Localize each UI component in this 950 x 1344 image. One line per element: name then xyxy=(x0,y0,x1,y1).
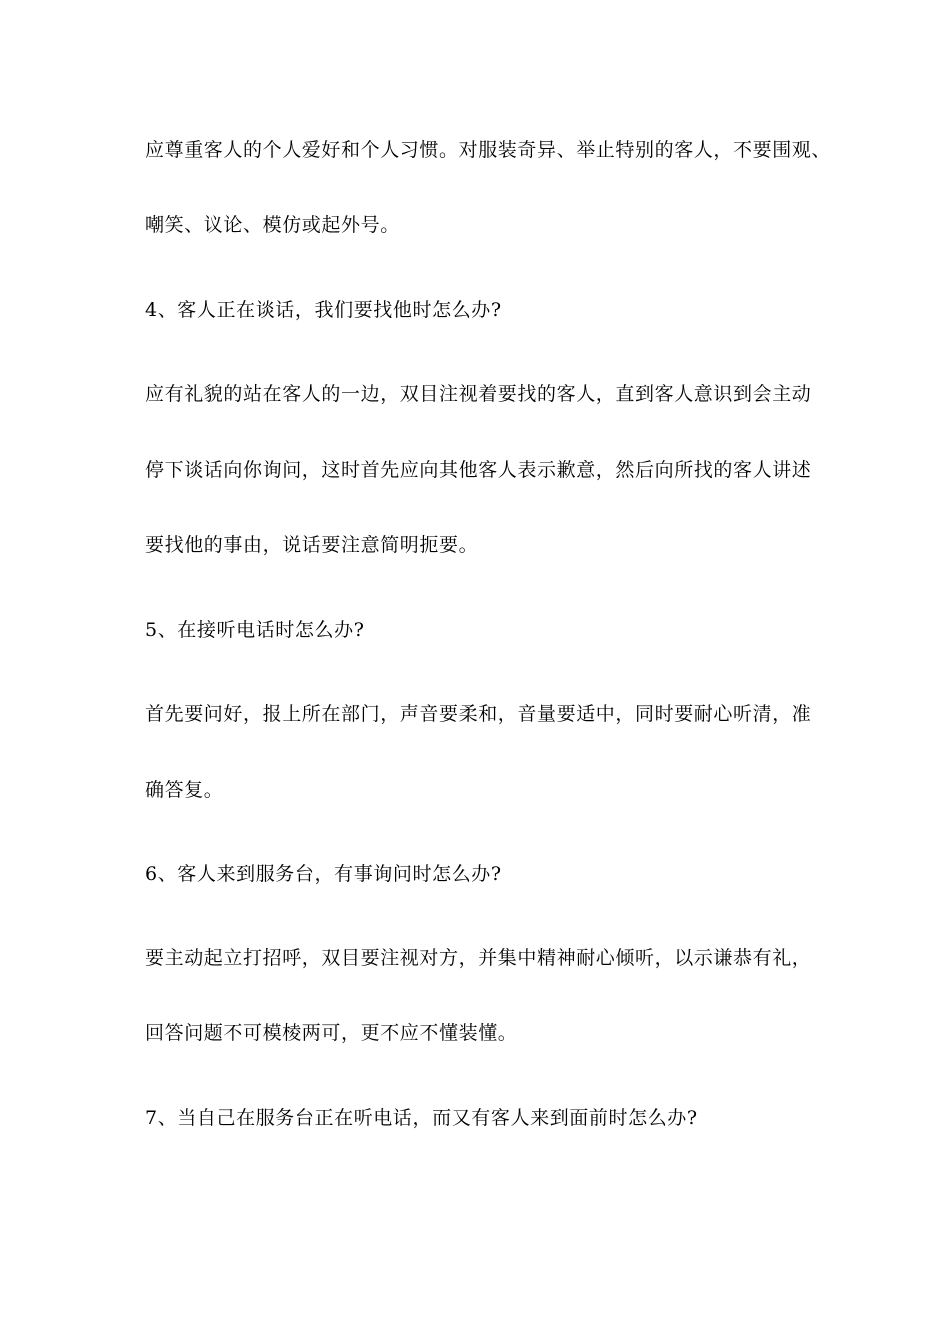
paragraph-line: 要找他的事由，说话要注意简明扼要。 xyxy=(145,534,479,556)
question-heading: 7、当自己在服务台正在听电话，而又有客人来到面前时怎么办? xyxy=(145,1107,698,1129)
paragraph-line: 要主动起立打招呼，双目要注视对方，并集中精神耐心倾听，以示谦恭有礼， xyxy=(145,947,812,969)
paragraph-line: 回答问题不可模棱两可，更不应不懂装懂。 xyxy=(145,1022,518,1044)
question-heading: 6、客人来到服务台，有事询问时怎么办? xyxy=(145,863,502,885)
paragraph-line: 应有礼貌的站在客人的一边，双目注视着要找的客人，直到客人意识到会主动 xyxy=(145,383,812,405)
paragraph-line: 确答复。 xyxy=(145,779,224,801)
paragraph-line: 应尊重客人的个人爱好和个人习惯。对服装奇异、举止特别的客人，不要围观、 xyxy=(145,139,832,161)
question-heading: 5、在接听电话时怎么办? xyxy=(145,619,365,641)
paragraph-line: 停下谈话向你询问，这时首先应向其他客人表示歉意，然后向所找的客人讲述 xyxy=(145,459,812,481)
paragraph-line: 嘲笑、议论、模仿或起外号。 xyxy=(145,214,400,236)
question-heading: 4、客人正在谈话，我们要找他时怎么办? xyxy=(145,299,502,321)
paragraph-line: 首先要问好，报上所在部门，声音要柔和，音量要适中，同时要耐心听清，准 xyxy=(145,703,812,725)
